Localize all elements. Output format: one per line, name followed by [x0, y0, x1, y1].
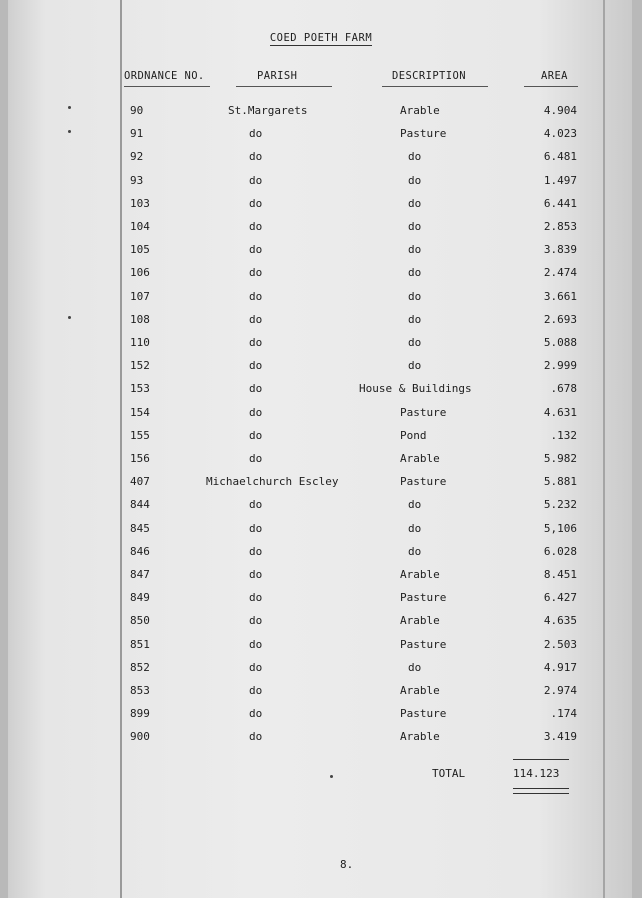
cell-description: Arable — [400, 568, 440, 581]
cell-area: 6.481 — [543, 150, 577, 164]
cell-parish: do — [249, 660, 263, 674]
cell-description: do — [408, 498, 422, 512]
cell-area: 4.917 — [543, 660, 577, 674]
cell-ordnance-no: 407 — [130, 475, 150, 489]
cell-parish: do — [249, 220, 263, 233]
cell-area: 4.635 — [543, 614, 577, 628]
page-number: 8. — [340, 858, 354, 871]
cell-ordnance-no: 155 — [130, 428, 150, 442]
cell-ordnance-no: 92 — [130, 150, 144, 164]
cell-description: do — [408, 359, 422, 373]
cell-parish: do — [249, 684, 263, 697]
ink-speck — [330, 775, 333, 778]
table-row — [0, 313, 642, 331]
cell-description: do — [408, 173, 422, 187]
cell-ordnance-no: 853 — [130, 684, 150, 697]
cell-area: 3.419 — [543, 730, 577, 744]
cell-parish: do — [249, 312, 263, 326]
cell-parish: do — [249, 150, 263, 164]
cell-area: 2.853 — [543, 220, 577, 233]
cell-ordnance-no: 108 — [130, 312, 150, 326]
header-rule-parish — [236, 86, 332, 87]
cell-description: Arable — [400, 684, 440, 697]
table-row — [0, 707, 642, 725]
cell-parish: do — [249, 196, 263, 210]
cell-area: 4.904 — [543, 104, 577, 117]
table-row — [0, 359, 642, 377]
table-row — [0, 730, 642, 748]
cell-parish: do — [249, 707, 263, 721]
cell-area: 2.474 — [543, 266, 577, 280]
total-double-rule-2 — [513, 793, 569, 794]
header-ordnance: ORDNANCE NO. — [124, 70, 205, 82]
cell-parish: do — [249, 336, 263, 349]
cell-description: do — [408, 220, 422, 233]
cell-ordnance-no: 845 — [130, 521, 150, 535]
cell-area: 5.881 — [543, 475, 577, 489]
cell-description: do — [408, 660, 422, 674]
punch-mark — [68, 316, 71, 319]
cell-ordnance-no: 154 — [130, 405, 150, 419]
total-top-rule — [513, 759, 569, 760]
cell-area: 6.028 — [543, 544, 577, 558]
cell-description: Pasture — [400, 591, 447, 605]
cell-area: 1.497 — [543, 173, 577, 187]
cell-description: do — [408, 521, 422, 535]
table-row — [0, 638, 642, 656]
cell-description: Pasture — [400, 637, 447, 651]
header-rule-ordnance — [124, 86, 210, 87]
cell-area: 5.982 — [543, 452, 577, 465]
header-parish: PARISH — [257, 70, 298, 82]
cell-area: .174 — [550, 707, 577, 721]
cell-area: 5.088 — [543, 336, 577, 349]
cell-description: House & Buildings — [359, 382, 472, 396]
cell-ordnance-no: 90 — [130, 104, 144, 117]
document-title: COED POETH FARM — [269, 32, 373, 44]
cell-area: 6.427 — [543, 591, 577, 605]
cell-description: do — [408, 289, 422, 303]
cell-ordnance-no: 104 — [130, 220, 150, 233]
cell-description: do — [408, 243, 422, 257]
cell-parish: St.Margarets — [228, 104, 308, 117]
table-row — [0, 197, 642, 215]
cell-description: Arable — [400, 104, 440, 117]
cell-description: do — [408, 266, 422, 280]
cell-ordnance-no: 153 — [130, 382, 150, 396]
total-label: TOTAL — [432, 767, 466, 780]
cell-area: 4.631 — [543, 405, 577, 419]
cell-parish: do — [249, 544, 263, 558]
cell-description: do — [408, 312, 422, 326]
table-row — [0, 382, 642, 400]
header-rule-description — [382, 86, 488, 87]
cell-ordnance-no: 900 — [130, 730, 150, 744]
table-row — [0, 220, 642, 238]
cell-parish: do — [249, 614, 263, 628]
cell-area: .132 — [550, 428, 577, 442]
cell-description: Pond — [400, 428, 427, 442]
header-description: DESCRIPTION — [392, 70, 466, 82]
cell-ordnance-no: 156 — [130, 452, 150, 465]
table-row — [0, 475, 642, 493]
cell-area: 5,106 — [543, 521, 577, 535]
table-row — [0, 406, 642, 424]
cell-ordnance-no: 849 — [130, 591, 150, 605]
cell-parish: do — [249, 173, 263, 187]
cell-ordnance-no: 103 — [130, 196, 150, 210]
cell-description: do — [408, 336, 422, 349]
cell-parish: do — [249, 498, 263, 512]
total-double-rule-1 — [513, 788, 569, 789]
table-row — [0, 452, 642, 470]
cell-parish: do — [249, 452, 263, 465]
cell-ordnance-no: 91 — [130, 127, 144, 141]
table-row — [0, 127, 642, 145]
cell-description: Pasture — [400, 405, 447, 419]
cell-parish: do — [249, 243, 263, 257]
table-row — [0, 174, 642, 192]
cell-area: 8.451 — [543, 568, 577, 581]
cell-parish: do — [249, 591, 263, 605]
table-row — [0, 104, 642, 122]
punch-mark — [68, 106, 71, 109]
cell-parish: do — [249, 359, 263, 373]
table-row — [0, 568, 642, 586]
cell-parish: do — [249, 289, 263, 303]
cell-description: do — [408, 544, 422, 558]
table-row — [0, 266, 642, 284]
cell-area: 6.441 — [543, 196, 577, 210]
cell-parish: do — [249, 428, 263, 442]
cell-description: Arable — [400, 614, 440, 628]
cell-ordnance-no: 152 — [130, 359, 150, 373]
cell-description: do — [408, 196, 422, 210]
cell-parish: do — [249, 637, 263, 651]
cell-description: do — [408, 150, 422, 164]
cell-ordnance-no: 850 — [130, 614, 150, 628]
table-row — [0, 545, 642, 563]
total-value: 114.123 — [513, 767, 560, 780]
cell-area: 3.661 — [543, 289, 577, 303]
table-row — [0, 290, 642, 308]
cell-area: 5.232 — [543, 498, 577, 512]
cell-ordnance-no: 110 — [130, 336, 150, 349]
cell-description: Pasture — [400, 707, 447, 721]
cell-parish: do — [249, 266, 263, 280]
cell-parish: do — [249, 730, 263, 744]
table-row — [0, 522, 642, 540]
cell-parish: do — [249, 568, 263, 581]
cell-parish: do — [249, 382, 263, 396]
cell-ordnance-no: 851 — [130, 637, 150, 651]
table-row — [0, 591, 642, 609]
cell-description: Pasture — [400, 475, 447, 489]
cell-ordnance-no: 847 — [130, 568, 150, 581]
table-row — [0, 150, 642, 168]
cell-parish: Michaelchurch Escley — [206, 475, 339, 489]
table-row — [0, 614, 642, 632]
cell-parish: do — [249, 521, 263, 535]
cell-ordnance-no: 106 — [130, 266, 150, 280]
table-row — [0, 336, 642, 354]
cell-description: Arable — [400, 730, 440, 744]
cell-description: Pasture — [400, 127, 447, 141]
header-area: AREA — [541, 70, 568, 82]
table-row — [0, 684, 642, 702]
cell-description: Arable — [400, 452, 440, 465]
cell-area: .678 — [550, 382, 577, 396]
table-row — [0, 498, 642, 516]
cell-parish: do — [249, 127, 263, 141]
cell-area: 2.693 — [543, 312, 577, 326]
cell-ordnance-no: 846 — [130, 544, 150, 558]
table-row — [0, 243, 642, 261]
table-row — [0, 661, 642, 679]
cell-area: 3.839 — [543, 243, 577, 257]
cell-area: 4.023 — [543, 127, 577, 141]
cell-area: 2.974 — [543, 684, 577, 697]
cell-ordnance-no: 105 — [130, 243, 150, 257]
punch-mark — [68, 130, 71, 133]
cell-parish: do — [249, 405, 263, 419]
cell-ordnance-no: 107 — [130, 289, 150, 303]
cell-ordnance-no: 852 — [130, 660, 150, 674]
cell-area: 2.503 — [543, 637, 577, 651]
cell-ordnance-no: 93 — [130, 173, 144, 187]
table-row — [0, 429, 642, 447]
header-rule-area — [524, 86, 578, 87]
cell-ordnance-no: 844 — [130, 498, 150, 512]
cell-area: 2.999 — [543, 359, 577, 373]
cell-ordnance-no: 899 — [130, 707, 150, 721]
